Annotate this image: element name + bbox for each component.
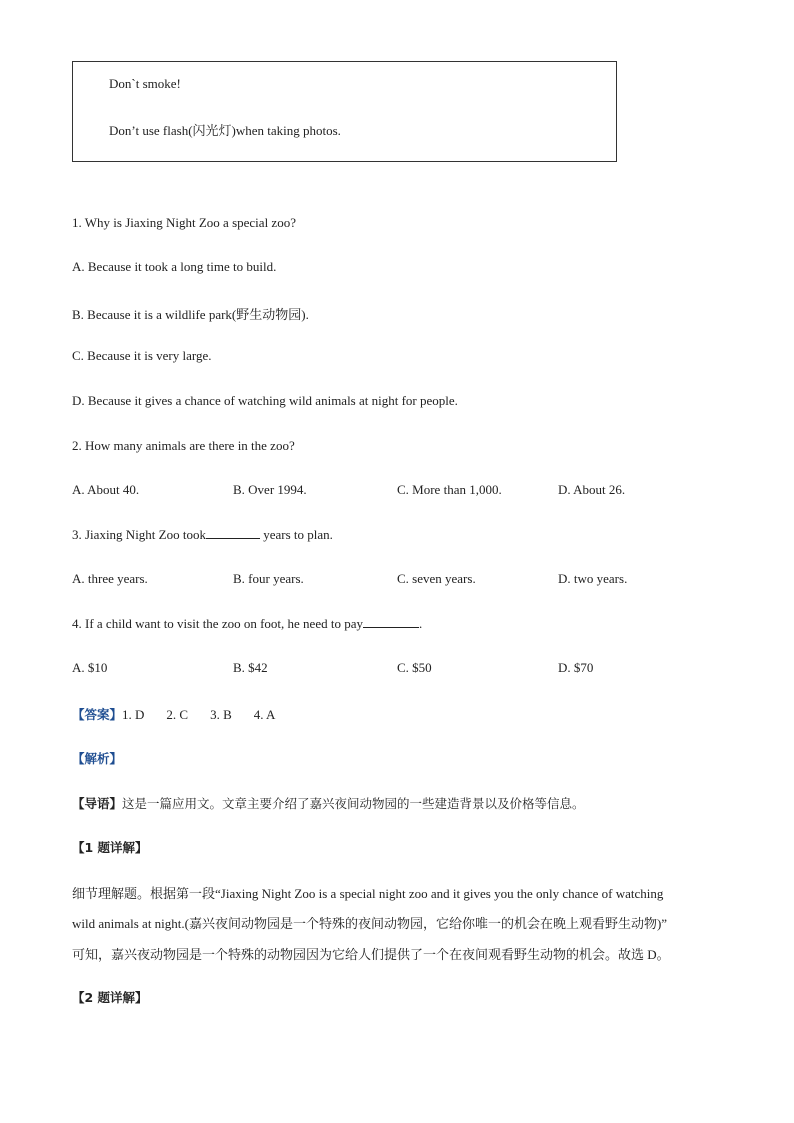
detail-1-heading: 【1 题详解】: [72, 840, 148, 855]
question-2-option-c: C. More than 1,000.: [397, 482, 502, 497]
question-4-option-c: C. $50: [397, 660, 432, 675]
question-3-option-d: D. two years.: [558, 571, 628, 586]
answer-label: 【答案】: [72, 707, 123, 722]
question-4-option-b: B. $42: [233, 660, 268, 675]
question-3-blank: [206, 527, 260, 539]
question-3-stem-start: 3. Jiaxing Night Zoo took: [72, 527, 206, 542]
question-3-option-b: B. four years.: [233, 571, 304, 586]
answer-item-4: 4. A: [253, 707, 276, 722]
analysis-label: 【解析】: [72, 751, 123, 766]
answer-item-3: 3. B: [210, 707, 232, 722]
analysis-heading: [72, 749, 122, 767]
intro-label: 【导语】: [72, 796, 123, 811]
question-3-stem: [72, 527, 333, 543]
question-2-option-b: B. Over 1994.: [233, 482, 307, 497]
question-1-option-c: C. Because it is very large.: [72, 348, 212, 363]
detail-1-line-3: 可知，嘉兴夜动物园是一个特殊的动物园因为它给人们提供了一个在夜间观看野生动物的机会。故选 D。: [72, 947, 670, 962]
rule-no-flash: Don’t use flash(闪光灯)when taking photos.: [109, 123, 341, 138]
question-2-option-a: A. About 40.: [72, 482, 140, 497]
intro-line: [72, 794, 585, 812]
question-2-stem: 2. How many animals are there in the zoo?: [72, 438, 295, 453]
question-1-option-a: A. Because it took a long time to build.: [72, 259, 277, 274]
detail-1-line-2: wild animals at night.(嘉兴夜间动物园是一个特殊的夜间动物园，它给你唯一的机会在晚上观看野生动物)”: [72, 916, 668, 931]
detail-1-line-1: 细节理解题。根据第一段“Jiaxing Night Zoo is a special night zoo and it gives you the only chance of watching: [72, 886, 664, 901]
answer-item-2: 2. C: [166, 707, 189, 722]
question-1-option-d: D. Because it gives a chance of watching wild animals at night for people.: [72, 393, 458, 408]
detail-2-heading: 【2 题详解】: [72, 990, 148, 1005]
question-4-stem-end: .: [418, 616, 423, 631]
rule-no-smoking: Don`t smoke!: [109, 76, 181, 91]
intro-text: 这是一篇应用文。文章主要介绍了嘉兴夜间动物园的一些建造背景以及价格等信息。: [122, 796, 585, 811]
rules-box: [72, 61, 617, 162]
question-4-option-a: A. $10: [72, 660, 108, 675]
question-4-blank: [363, 616, 419, 628]
question-1-option-b: B. Because it is a wildlife park(野生动物园).: [72, 307, 309, 322]
answer-line: [72, 705, 297, 723]
question-3-stem-end: years to plan.: [259, 527, 333, 542]
question-1-stem: 1. Why is Jiaxing Night Zoo a special zoo?: [72, 215, 296, 230]
question-3-option-a: A. three years.: [72, 571, 148, 586]
question-4-option-d: D. $70: [558, 660, 594, 675]
question-4-stem: [72, 616, 422, 632]
answer-item-1: 1. D: [122, 707, 145, 722]
question-3-option-c: C. seven years.: [397, 571, 476, 586]
question-4-stem-start: 4. If a child want to visit the zoo on foot, he need to pay: [72, 616, 363, 631]
question-2-option-d: D. About 26.: [558, 482, 626, 497]
